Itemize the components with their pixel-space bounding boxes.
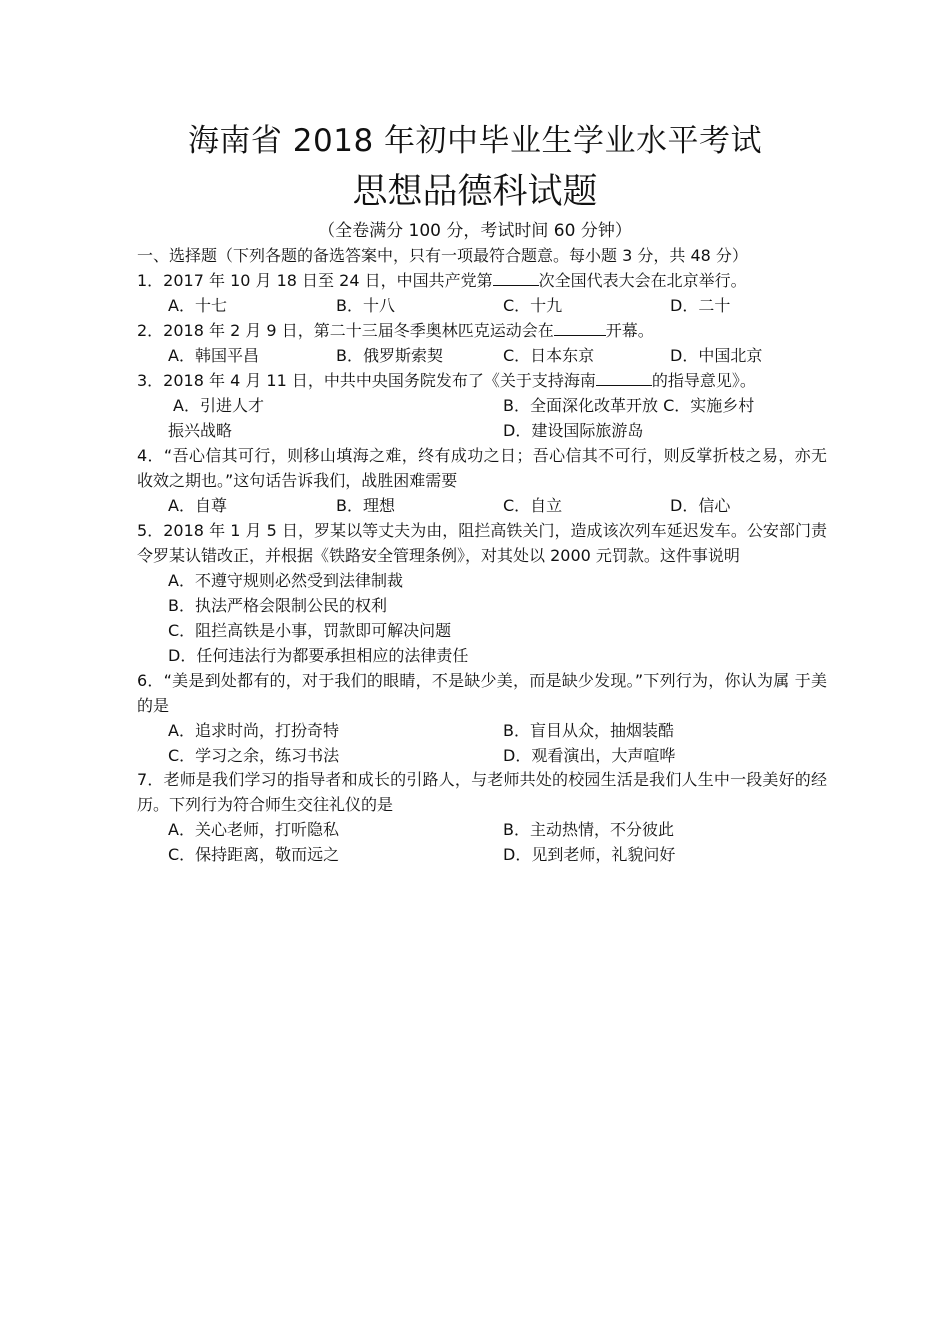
question-1-stem-after: 次全国代表大会在北京举行。 [538, 271, 747, 290]
question-2-option-c: C．日本东京 [503, 346, 595, 365]
exam-note: （全卷满分 100 分，考试时间 60 分钟） [318, 221, 632, 241]
exam-subject: 思想品德科试题 [352, 172, 598, 212]
question-6-stem: 6．“美是到处都有的，对于我们的眼睛，不是缺少美，而是缺少发现。”下列行为，你认为属 于美的是 [137, 671, 827, 715]
question-7-stem: 7．老师是我们学习的指导者和成长的引路人，与老师共处的校园生活是我们人生中一段美好的经历。下列行为符合师生交往礼仪的是 [137, 770, 827, 814]
question-5-stem: 5．2018 年 1 月 5 日，罗某以等丈夫为由，阻拦高铁关门，造成该次列车延迟发车。公安部门责令罗某认错改正，并根据《铁路安全管理条例》，对其处以 2000 元罚款。这件事说明 [137, 521, 827, 565]
question-1-stem-before: 1．2017 年 10 月 18 日至 24 日，中国共产党第 [137, 271, 493, 290]
question-6-option-b: B．盲目从众，抽烟装酷 [503, 721, 674, 740]
question-4-option-b: B．理想 [336, 496, 395, 515]
question-2-stem-after: 开幕。 [605, 321, 654, 340]
question-3-option-d: D．建设国际旅游岛 [503, 421, 644, 440]
question-1-option-c: C．十九 [503, 296, 563, 315]
question-4-option-a: A．自尊 [168, 496, 227, 515]
exam-title: 海南省 2018 年初中毕业生学业水平考试 [187, 123, 763, 159]
question-5-option-a: A．不遵守规则必然受到法律制裁 [168, 571, 403, 590]
question-2-option-a: A．韩国平昌 [168, 346, 259, 365]
question-3-option-b-c: B．全面深化改革开放 C．实施乡村 [503, 396, 755, 415]
question-6-option-d: D．观看演出，大声喧哗 [503, 746, 676, 765]
question-2-option-b: B．俄罗斯索契 [336, 346, 443, 365]
question-6-option-a: A．追求时尚，打扮奇特 [168, 721, 339, 740]
question-3-stem-after: 的指导意见》。 [651, 371, 756, 390]
question-3-stem [137, 369, 756, 393]
answer-blank [554, 319, 606, 336]
question-7-option-c: C．保持距离，敬而远之 [168, 845, 340, 864]
question-3-option-c-continued: 振兴战略 [168, 421, 233, 440]
question-5-option-d: D．任何违法行为都要承担相应的法律责任 [168, 646, 469, 665]
question-1-option-d: D．二十 [670, 296, 731, 315]
question-4-option-c: C．自立 [503, 496, 563, 515]
question-7-option-d: D．见到老师，礼貌问好 [503, 845, 676, 864]
question-4-stem: 4．“吾心信其可行，则移山填海之难，终有成功之日；吾心信其不可行，则反掌折枝之易，亦无收效之期也。”这句话告诉我们，战胜困难需要 [137, 446, 827, 490]
question-6-option-c: C．学习之余，练习书法 [168, 746, 340, 765]
question-1-option-a: A．十七 [168, 296, 227, 315]
question-3-option-a: A．引进人才 [173, 396, 264, 415]
question-2-stem [137, 319, 654, 343]
question-7-option-a: A．关心老师，打听隐私 [168, 820, 339, 839]
question-7-option-b: B．主动热情，不分彼此 [503, 820, 674, 839]
question-2-stem-before: 2．2018 年 2 月 9 日，第二十三届冬季奥林匹克运动会在 [137, 321, 554, 340]
question-1-option-b: B．十八 [336, 296, 395, 315]
question-1-stem [137, 269, 747, 293]
answer-blank [596, 369, 652, 386]
question-4-option-d: D．信心 [670, 496, 731, 515]
question-2-option-d: D．中国北京 [670, 346, 763, 365]
answer-blank [493, 269, 539, 286]
question-5-option-b: B．执法严格会限制公民的权利 [168, 596, 387, 615]
section-heading: 一、选择题（下列各题的备选答案中，只有一项最符合题意。每小题 3 分，共 48 分） [137, 246, 748, 265]
question-5-option-c: C．阻拦高铁是小事，罚款即可解决问题 [168, 621, 452, 640]
question-3-stem-before: 3．2018 年 4 月 11 日，中共中央国务院发布了《关于支持海南 [137, 371, 596, 390]
